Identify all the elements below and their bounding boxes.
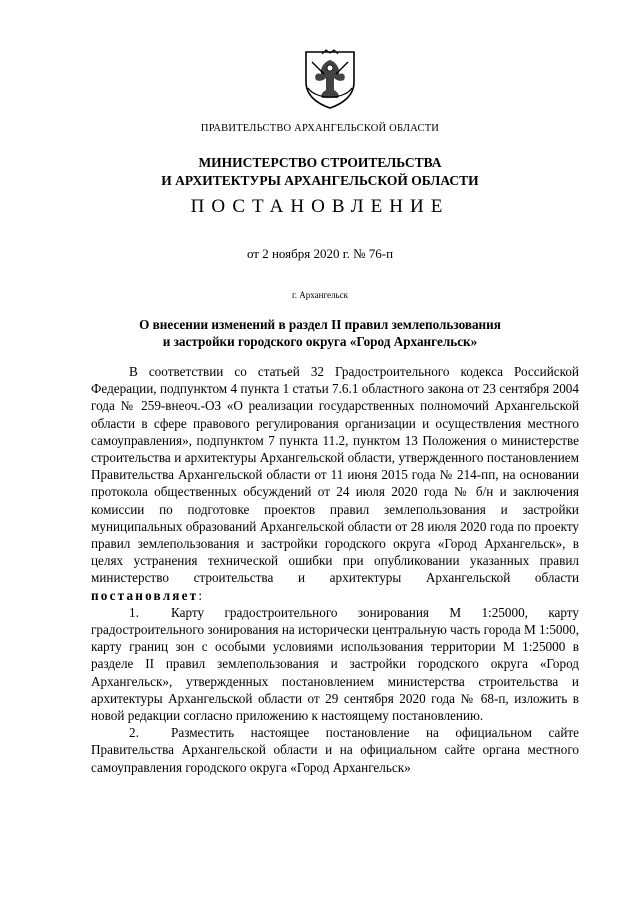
document-city: г. Архангельск [292, 290, 348, 300]
document-body [91, 363, 579, 776]
ministry-line-2: И АРХИТЕКТУРЫ АРХАНГЕЛЬСКОЙ ОБЛАСТИ [161, 173, 479, 188]
preamble-text: В соответствии со статьей 32 Градостроительного кодекса Российской Федерации, подпунктом 4 пункта 1 статьи 7.6.1 областного закона от 23 сентября 2004 года № 259-внеоч.-ОЗ «О реализации государственных полномочий Архангельской области в сфере правового регулирования организации и осуществления местного самоуправления», подпунктом 7 пункта 11.2, пунктом 13 Положения о министерстве строительства и архитектуры Архангельской области, утвержденного постановлением Правительства Архангельской области от 11 июня 2015 года № 214-пп, на основании протокола общественных обсуждений от 24 июля 2020 года № б/н и заключения комиссии по подготовке проектов правил землепользования и застройки муниципальных образований Архангельской области от 28 июля 2020 года по проекту правил землепользования и застройки городского округа «Город Архангельск», в целях устранения технической ошибки при опубликовании указанных правил министерство строительства и архитектуры Архангельской области [91, 364, 579, 586]
government-name: ПРАВИТЕЛЬСТВО АРХАНГЕЛЬСКОЙ ОБЛАСТИ [200, 123, 440, 134]
resolves-colon: : [198, 587, 203, 603]
list-item [91, 724, 579, 776]
title-line-2: и застройки городского округа «Город Архангельск» [162, 334, 478, 349]
preamble-paragraph [91, 363, 579, 604]
title-line-1: О внесении изменений в раздел II правил землепользования [139, 317, 501, 332]
coat-of-arms-icon [302, 48, 358, 110]
document-title [0, 316, 640, 350]
document-type: ПОСТАНОВЛЕНИЕ [190, 196, 450, 217]
resolves-word: постановляет [91, 587, 199, 603]
document-date-number: от 2 ноября 2020 г. № 76-п [246, 246, 394, 261]
ministry-line-1: МИНИСТЕРСТВО СТРОИТЕЛЬСТВА [198, 155, 442, 170]
item-number: 2. [129, 725, 139, 741]
list-item [91, 604, 579, 724]
item-number: 1. [129, 604, 139, 620]
item-text: Разместить настоящее постановление на официальном сайте Правительства Архангельской области и на официальном сайте органа местного самоуправления городского округа «Город Архангельск» [91, 725, 579, 775]
item-text: Карту градостроительного зонирования М 1:25000, карту градостроительного зонирования на исторически центральную часть города М 1:5000, карту границ зон с особыми условиями использования территории М 1:25000 в разделе II правил землепользования и застройки городского округа «Город Архангельск», утвержденных постановлением министерства строительства и архитектуры Архангельской области от 29 сентября 2020 года № 68-п, изложить в новой редакции согласно приложению к настоящему постановлению. [91, 604, 579, 724]
ministry-name [0, 154, 640, 190]
